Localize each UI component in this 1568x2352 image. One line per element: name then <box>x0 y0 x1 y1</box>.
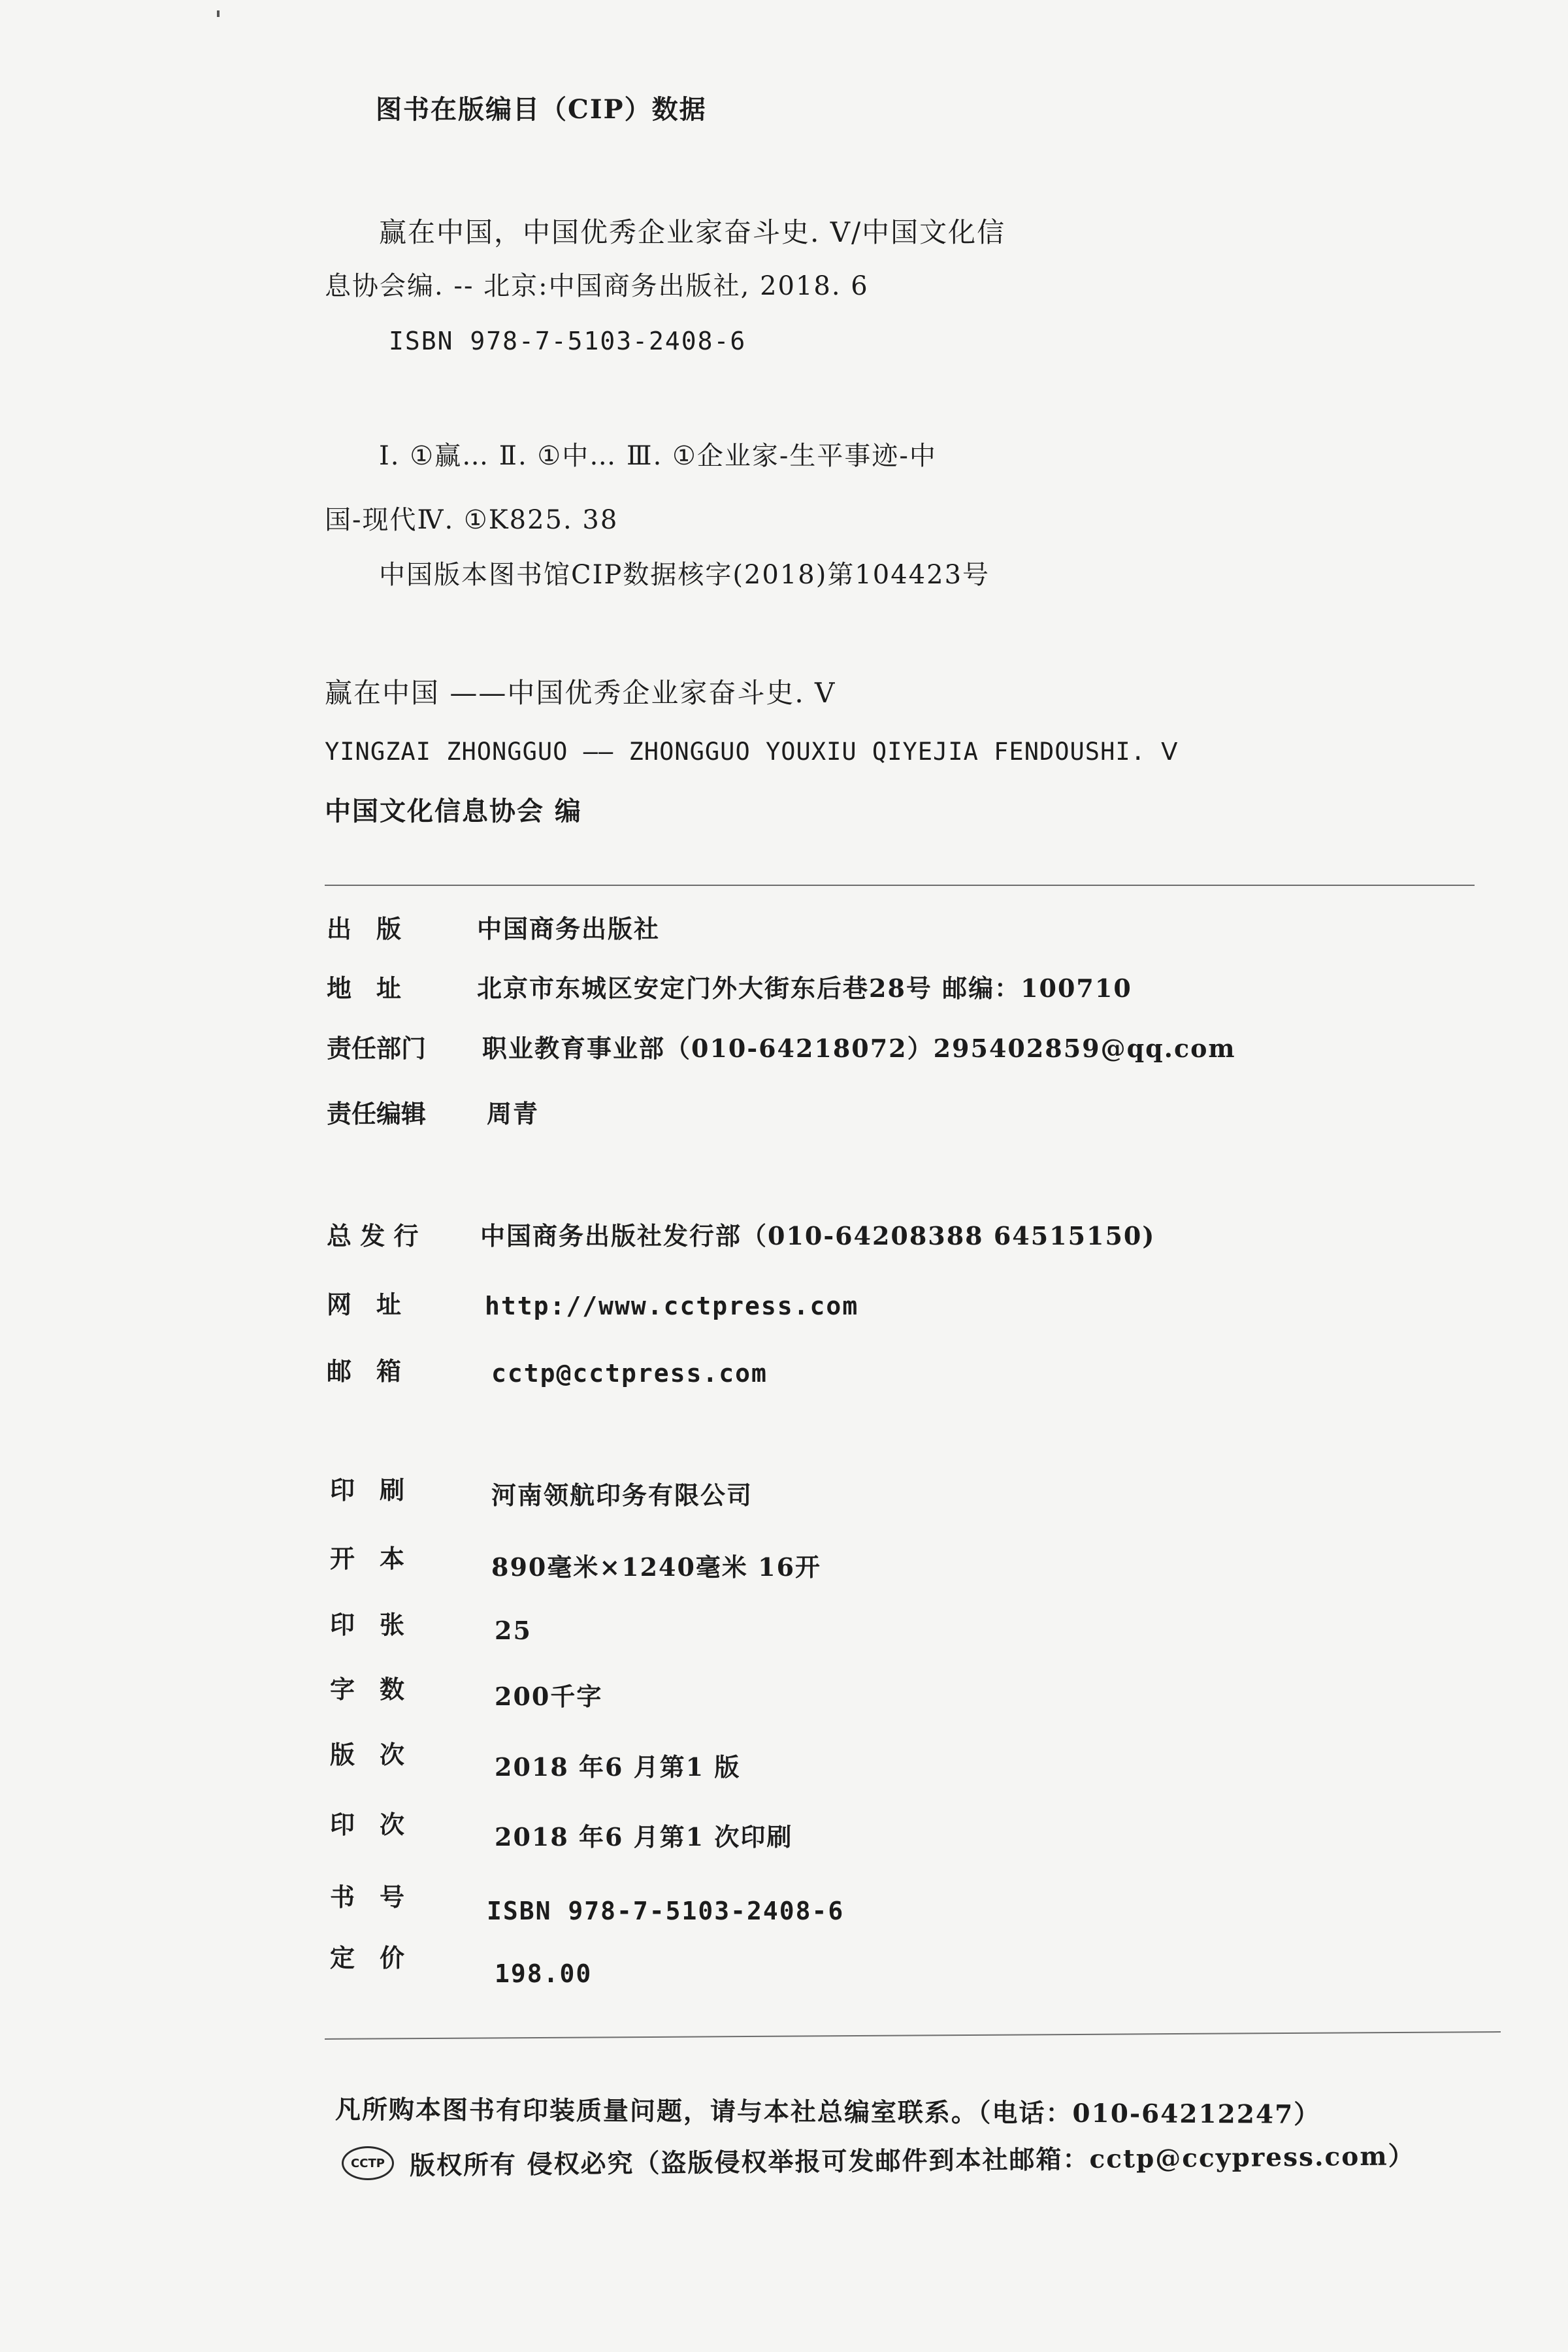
value-address: 北京市东城区安定门外大街东后巷28号 邮编：100710 <box>477 973 1132 1003</box>
cip-line-1: 赢在中国，中国优秀企业家奋斗史. Ⅴ/中国文化信 <box>379 216 1006 248</box>
divider-top <box>325 885 1475 886</box>
value-isbn: ISBN 978-7-5103-2408-6 <box>487 1897 845 1925</box>
label-publisher: 出 版 <box>327 914 402 943</box>
label-edition: 版 次 <box>330 1740 405 1769</box>
label-printing: 印 次 <box>330 1810 405 1839</box>
book-editor: 中国文化信息协会 编 <box>325 796 582 826</box>
label-address: 地 址 <box>327 973 402 1003</box>
value-edition: 2018 年6 月第1 版 <box>495 1752 741 1782</box>
label-website: 网 址 <box>327 1290 402 1319</box>
label-format: 开 本 <box>330 1544 405 1573</box>
label-isbn: 书 号 <box>330 1882 405 1912</box>
value-distributor: 中国商务出版社发行部（010-64208388 64515150) <box>480 1221 1156 1250</box>
value-sheets: 25 <box>495 1616 532 1645</box>
publisher-logo-icon: CCTP <box>342 2146 394 2180</box>
label-price: 定 价 <box>330 1943 405 1972</box>
copyright-notice: 版权所有 侵权必究（盗版侵权举报可发邮件到本社邮箱：cctp@ccypress.com） <box>409 2141 1415 2181</box>
value-printing: 2018 年6 月第1 次印刷 <box>495 1822 793 1852</box>
cip-line-4: Ⅰ. ①赢… Ⅱ. ①中… Ⅲ. ①企业家-生平事迹-中 <box>379 441 937 471</box>
book-title-cn: 赢在中国 ——中国优秀企业家奋斗史. Ⅴ <box>325 677 836 709</box>
book-title-pinyin: YINGZAI ZHONGGUO —— ZHONGGUO YOUXIU QIYEJIA FENDOUSHI. Ⅴ <box>325 738 1179 766</box>
value-printer: 河南领航印务有限公司 <box>491 1480 753 1510</box>
quality-notice: 凡所购本图书有印装质量问题，请与本社总编室联系。（电话：010-64212247） <box>335 2095 1321 2130</box>
label-wordcount: 字 数 <box>330 1674 405 1704</box>
divider-bottom <box>325 2031 1501 2040</box>
label-editor: 责任编辑 <box>327 1099 427 1128</box>
value-format: 890毫米×1240毫米 16开 <box>491 1552 822 1582</box>
cip-line-6: 中国版本图书馆CIP数据核字(2018)第104423号 <box>379 560 990 590</box>
value-publisher: 中国商务出版社 <box>477 914 661 943</box>
label-department: 责任部门 <box>327 1034 427 1063</box>
value-wordcount: 200千字 <box>495 1682 603 1711</box>
cip-line-2: 息协会编. -- 北京:中国商务出版社, 2018. 6 <box>325 271 869 301</box>
label-email: 邮 箱 <box>327 1356 402 1386</box>
value-department: 职业教育事业部（010-64218072）295402859@qq.com <box>482 1034 1236 1063</box>
cip-heading: 图书在版编目（CIP）数据 <box>376 94 707 125</box>
value-price: 198.00 <box>495 1959 593 1988</box>
label-printer: 印 刷 <box>330 1475 405 1505</box>
cip-line-5: 国-现代Ⅳ. ①K825. 38 <box>325 505 619 535</box>
label-sheets: 印 张 <box>330 1610 405 1639</box>
cip-isbn: ISBN 978-7-5103-2408-6 <box>389 327 747 355</box>
print-speck <box>217 10 220 17</box>
label-distributor: 总 发 行 <box>327 1221 419 1250</box>
value-editor: 周青 <box>487 1099 540 1128</box>
value-website: http://www.cctpress.com <box>485 1292 859 1320</box>
value-email: cctp@cctpress.com <box>491 1359 768 1388</box>
